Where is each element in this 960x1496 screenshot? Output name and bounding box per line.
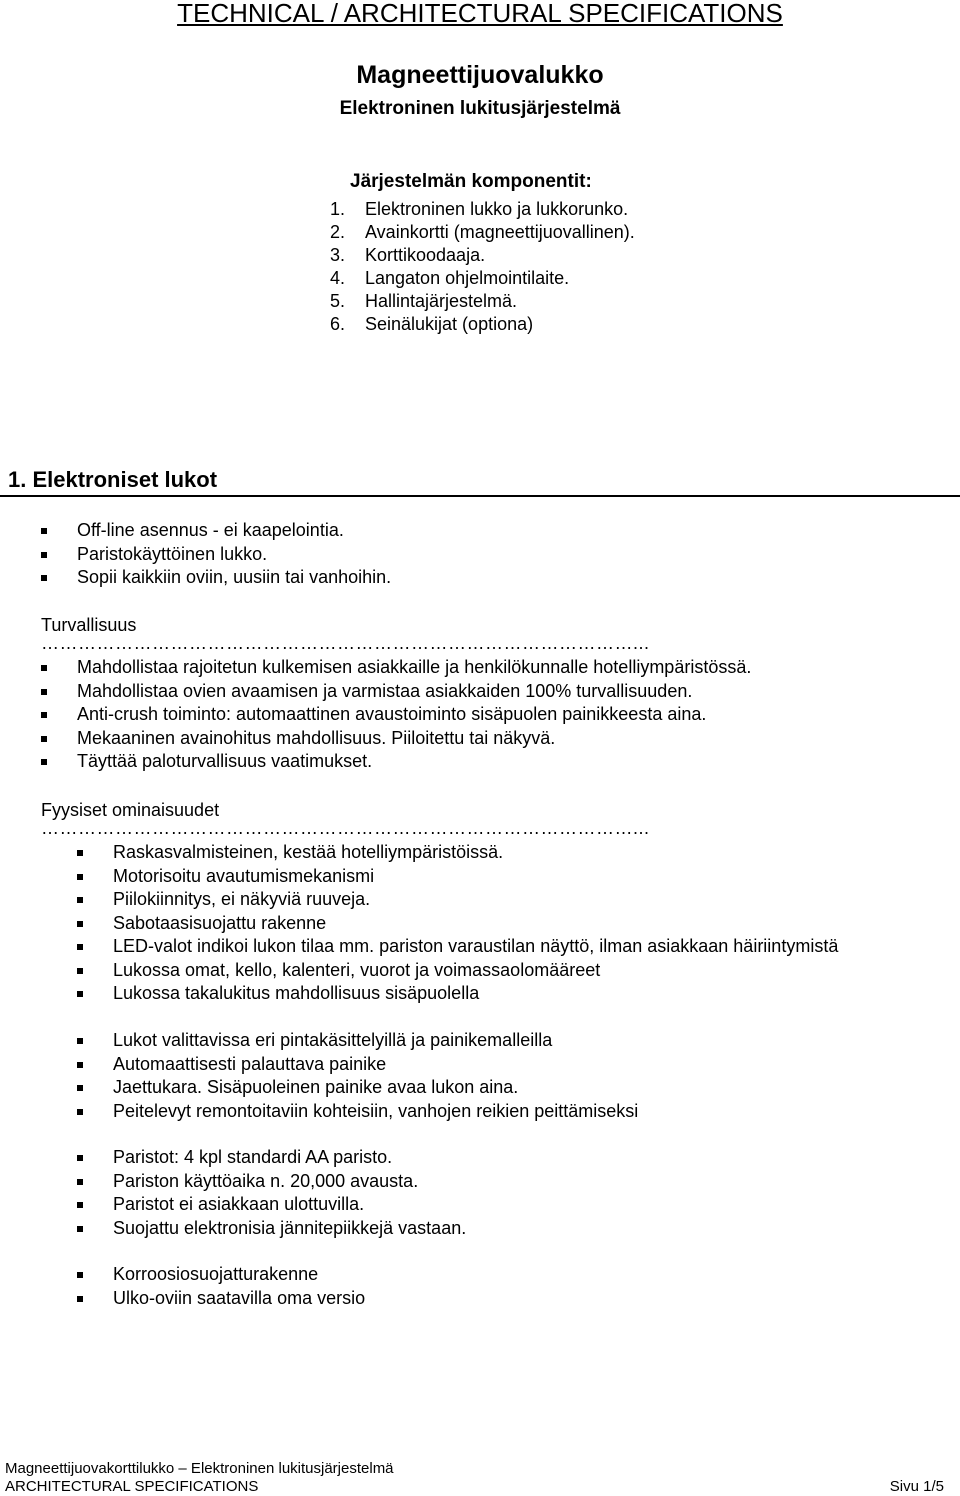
list-item xyxy=(77,750,751,774)
section-heading: 1. Elektroniset lukot xyxy=(8,467,218,492)
list-item xyxy=(113,1053,638,1077)
dotted-leader: ……………………………………………………………………………………... xyxy=(41,818,650,838)
item-number: 1. xyxy=(330,199,346,219)
bullet-text: Off-line asennus - ei kaapelointia. xyxy=(77,520,344,540)
bullet-square-icon xyxy=(41,759,47,765)
list-item xyxy=(113,1076,638,1100)
physical-heading: Fyysiset ominaisuudet xyxy=(41,800,220,820)
bullet-text: Sopii kaikkiin oviin, uusiin tai vanhoihin. xyxy=(77,567,392,587)
bullet-text: Lukossa takalukitus mahdollisuus sisäpuolella xyxy=(113,983,480,1003)
list-item xyxy=(113,959,838,983)
list-item xyxy=(113,912,838,936)
bullet-text: Paristokäyttöinen lukko. xyxy=(77,543,268,564)
item-number: 4. xyxy=(330,268,346,288)
bullet-text: Piilokiinnitys, ei näkyviä ruuveja. xyxy=(113,889,371,909)
physical-list-1 xyxy=(113,841,838,1006)
bullet-text: Motorisoitu avautumismekanismi xyxy=(113,865,375,886)
list-item xyxy=(113,1029,638,1053)
bullet-text: Lukossa omat, kello, kalenteri, vuorot ja voimassaolomääreet xyxy=(113,959,601,980)
item-text: Avainkortti (magneettijuovallinen). xyxy=(365,222,635,242)
item-text: Korttikoodaaja. xyxy=(365,245,486,265)
bullet-text: Paristot ei asiakkaan ulottuvilla. xyxy=(113,1194,365,1214)
bullet-square-icon xyxy=(77,1038,83,1044)
list-item xyxy=(113,1217,466,1241)
bullet-text: Sabotaasisuojattu rakenne xyxy=(113,912,327,933)
list-item xyxy=(77,703,751,727)
list-item xyxy=(113,1100,638,1124)
footer-section-label: ARCHITECTURAL SPECIFICATIONS xyxy=(5,1478,259,1495)
security-heading: Turvallisuus xyxy=(41,615,137,635)
bullet-text: Anti-crush toiminto: automaattinen avaustoiminto sisäpuolen painikkeesta aina. xyxy=(77,704,707,724)
item-number: 2. xyxy=(330,222,346,242)
list-item xyxy=(77,543,391,567)
item-number: 3. xyxy=(330,245,346,265)
bullet-square-icon xyxy=(41,528,47,534)
list-item xyxy=(330,244,635,267)
item-text: Elektroninen lukko ja lukkorunko. xyxy=(365,199,629,219)
footer-document-name: Magneettijuovakorttilukko – Elektroninen lukitusjärjestelmä xyxy=(5,1460,394,1477)
bullet-square-icon xyxy=(77,1062,83,1068)
bullet-text: Ulko-oviin saatavilla oma versio xyxy=(113,1287,366,1308)
components-list xyxy=(330,198,635,336)
bullet-square-icon xyxy=(77,1109,83,1115)
bullet-text: Raskasvalmisteinen, kestää hotelliympäristöissä. xyxy=(113,842,504,862)
list-item xyxy=(330,221,635,244)
bullet-square-icon xyxy=(77,1272,83,1278)
list-item xyxy=(113,1146,466,1170)
list-item xyxy=(113,841,838,865)
list-item xyxy=(330,290,635,313)
item-number: 6. xyxy=(330,314,346,334)
bullet-square-icon xyxy=(77,1202,83,1208)
dotted-leader: ……………………………………………………………………………………... xyxy=(41,633,650,653)
bullet-square-icon xyxy=(77,968,83,974)
features-list xyxy=(77,519,391,590)
security-list xyxy=(77,656,751,774)
header-title: TECHNICAL / ARCHITECTURAL SPECIFICATIONS xyxy=(177,0,783,28)
bullet-text: Pariston käyttöaika n. 20,000 avausta. xyxy=(113,1170,419,1191)
bullet-text: Jaettukara. Sisäpuoleinen painike avaa lukon aina. xyxy=(113,1077,519,1097)
bullet-text: Peitelevyt remontoitaviin kohteisiin, vanhojen reikien peittämiseksi xyxy=(113,1100,639,1121)
bullet-text: Suojattu elektronisia jännitepiikkejä vastaan. xyxy=(113,1217,467,1238)
list-item xyxy=(113,1287,365,1311)
bullet-text: Paristot: 4 kpl standardi AA paristo. xyxy=(113,1147,393,1167)
list-item xyxy=(77,656,751,680)
item-number: 5. xyxy=(330,291,346,311)
components-heading: Järjestelmän komponentit: xyxy=(350,171,592,192)
list-item xyxy=(113,1263,365,1287)
item-text: Langaton ohjelmointilaite. xyxy=(365,268,570,288)
list-item xyxy=(77,566,391,590)
list-item xyxy=(330,198,635,221)
bullet-square-icon xyxy=(41,665,47,671)
bullet-text: Mahdollistaa ovien avaamisen ja varmistaa asiakkaiden 100% turvallisuuden. xyxy=(77,680,693,701)
list-item xyxy=(77,519,391,543)
list-item xyxy=(77,680,751,704)
list-item xyxy=(330,313,635,336)
list-item xyxy=(113,935,838,959)
list-item xyxy=(113,888,838,912)
physical-list-3 xyxy=(113,1146,466,1240)
item-text: Seinälukijat (optiona) xyxy=(365,314,534,334)
bullet-square-icon xyxy=(77,897,83,903)
bullet-square-icon xyxy=(41,689,47,695)
bullet-text: Täyttää paloturvallisuus vaatimukset. xyxy=(77,751,373,771)
document-title: Magneettijuovalukko xyxy=(356,61,604,89)
list-item xyxy=(113,865,838,889)
footer-page-number: Sivu 1/5 xyxy=(889,1478,944,1495)
bullet-square-icon xyxy=(77,1155,83,1161)
item-text: Hallintajärjestelmä. xyxy=(365,291,518,311)
bullet-square-icon xyxy=(41,575,47,581)
bullet-square-icon xyxy=(77,944,83,950)
bullet-square-icon xyxy=(77,874,83,880)
bullet-square-icon xyxy=(41,552,47,558)
list-item xyxy=(330,267,635,290)
bullet-square-icon xyxy=(77,991,83,997)
list-item xyxy=(113,1193,466,1217)
list-item xyxy=(113,1170,466,1194)
bullet-square-icon xyxy=(41,712,47,718)
bullet-text: Korroosiosuojatturakenne xyxy=(113,1264,319,1284)
bullet-square-icon xyxy=(77,1296,83,1302)
bullet-square-icon xyxy=(77,1226,83,1232)
bullet-text: Mekaaninen avainohitus mahdollisuus. Piiloitettu tai näkyvä. xyxy=(77,727,556,748)
physical-list-2 xyxy=(113,1029,638,1123)
bullet-square-icon xyxy=(77,1179,83,1185)
document-subtitle: Elektroninen lukitusjärjestelmä xyxy=(339,98,621,119)
bullet-text: Automaattisesti palauttava painike xyxy=(113,1053,387,1074)
list-item xyxy=(77,727,751,751)
list-item xyxy=(113,982,838,1006)
bullet-text: Lukot valittavissa eri pintakäsittelyillä ja painikemalleilla xyxy=(113,1030,553,1050)
bullet-text: Mahdollistaa rajoitetun kulkemisen asiakkaille ja henkilökunnalle hotelliympäristössä. xyxy=(77,657,752,677)
bullet-text: LED-valot indikoi lukon tilaa mm. pariston varaustilan näyttö, ilman asiakkaan häiriintymistä xyxy=(113,936,839,956)
bullet-square-icon xyxy=(41,736,47,742)
section-divider xyxy=(0,495,960,497)
bullet-square-icon xyxy=(77,850,83,856)
bullet-square-icon xyxy=(77,921,83,927)
bullet-square-icon xyxy=(77,1085,83,1091)
physical-list-4 xyxy=(113,1263,365,1310)
